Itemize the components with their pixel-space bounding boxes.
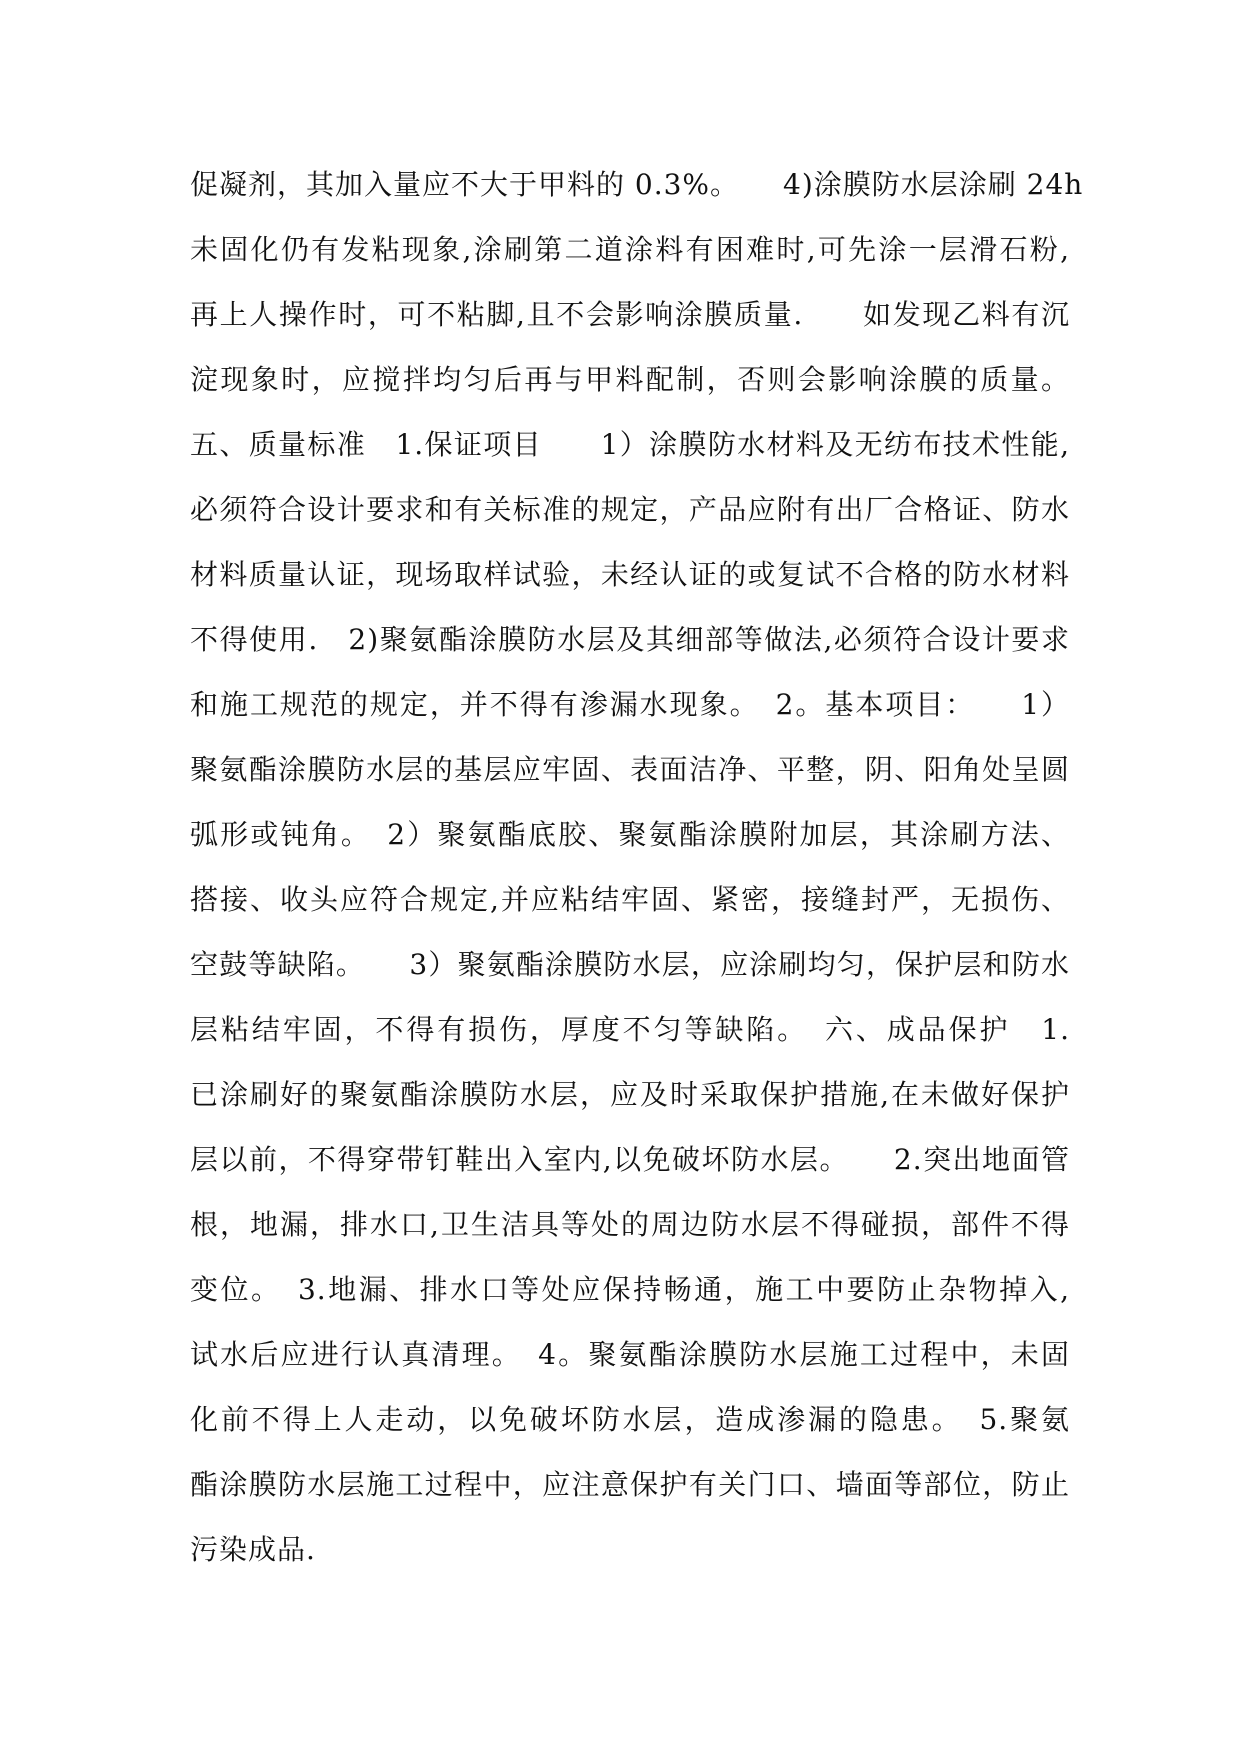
text-line: 根，地漏，排水口,卫生洁具等处的周边防水层不得碰损，部件不得 (190, 1208, 1070, 1241)
text-line: 已涂刷好的聚氨酯涂膜防水层，应及时采取保护措施,在未做好保护 (190, 1078, 1070, 1111)
text-line: 空鼓等缺陷。 3）聚氨酯涂膜防水层，应涂刷均匀，保护层和防水 (190, 948, 1070, 981)
text-line: 再上人操作时，可不粘脚,且不会影响涂膜质量. 如发现乙料有沉 (190, 298, 1070, 331)
text-line: 淀现象时，应搅拌均匀后再与甲料配制，否则会影响涂膜的质量。 (190, 363, 1070, 396)
text-line: 不得使用. 2)聚氨酯涂膜防水层及其细部等做法,必须符合设计要求 (190, 623, 1070, 656)
text-line: 试水后应进行认真清理。 4。聚氨酯涂膜防水层施工过程中，未固 (190, 1338, 1070, 1371)
text-line: 酯涂膜防水层施工过程中，应注意保护有关门口、墙面等部位，防止 (190, 1468, 1070, 1501)
body-text (190, 160, 1084, 1590)
text-line: 污染成品. (190, 1533, 316, 1566)
text-line: 必须符合设计要求和有关标准的规定，产品应附有出厂合格证、防水 (190, 493, 1070, 526)
text-line: 弧形或钝角。 2）聚氨酯底胶、聚氨酯涂膜附加层，其涂刷方法、 (190, 818, 1070, 851)
text-line: 促凝剂，其加入量应不大于甲料的 0.3%。 4)涂膜防水层涂刷 24h (190, 168, 1084, 201)
text-line: 未固化仍有发粘现象,涂刷第二道涂料有困难时,可先涂一层滑石粉, (190, 233, 1070, 266)
text-line: 层粘结牢固，不得有损伤，厚度不匀等缺陷。 六、成品保护 1. (190, 1013, 1070, 1046)
text-line: 变位。 3.地漏、排水口等处应保持畅通，施工中要防止杂物掉入, (190, 1273, 1070, 1306)
text-line: 五、质量标准 1.保证项目 1）涂膜防水材料及无纺布技术性能, (190, 428, 1070, 461)
text-line: 层以前，不得穿带钉鞋出入室内,以免破坏防水层。 2.突出地面管 (190, 1143, 1070, 1176)
text-line: 化前不得上人走动，以免破坏防水层，造成渗漏的隐患。 5.聚氨 (190, 1403, 1070, 1436)
text-line: 和施工规范的规定，并不得有渗漏水现象。 2。基本项目： 1） (190, 688, 1070, 721)
text-line: 材料质量认证，现场取样试验，未经认证的或复试不合格的防水材料 (190, 558, 1070, 591)
text-line: 聚氨酯涂膜防水层的基层应牢固、表面洁净、平整，阴、阳角处呈圆 (190, 753, 1070, 786)
text-line: 搭接、收头应符合规定,并应粘结牢固、紧密，接缝封严，无损伤、 (190, 883, 1070, 916)
